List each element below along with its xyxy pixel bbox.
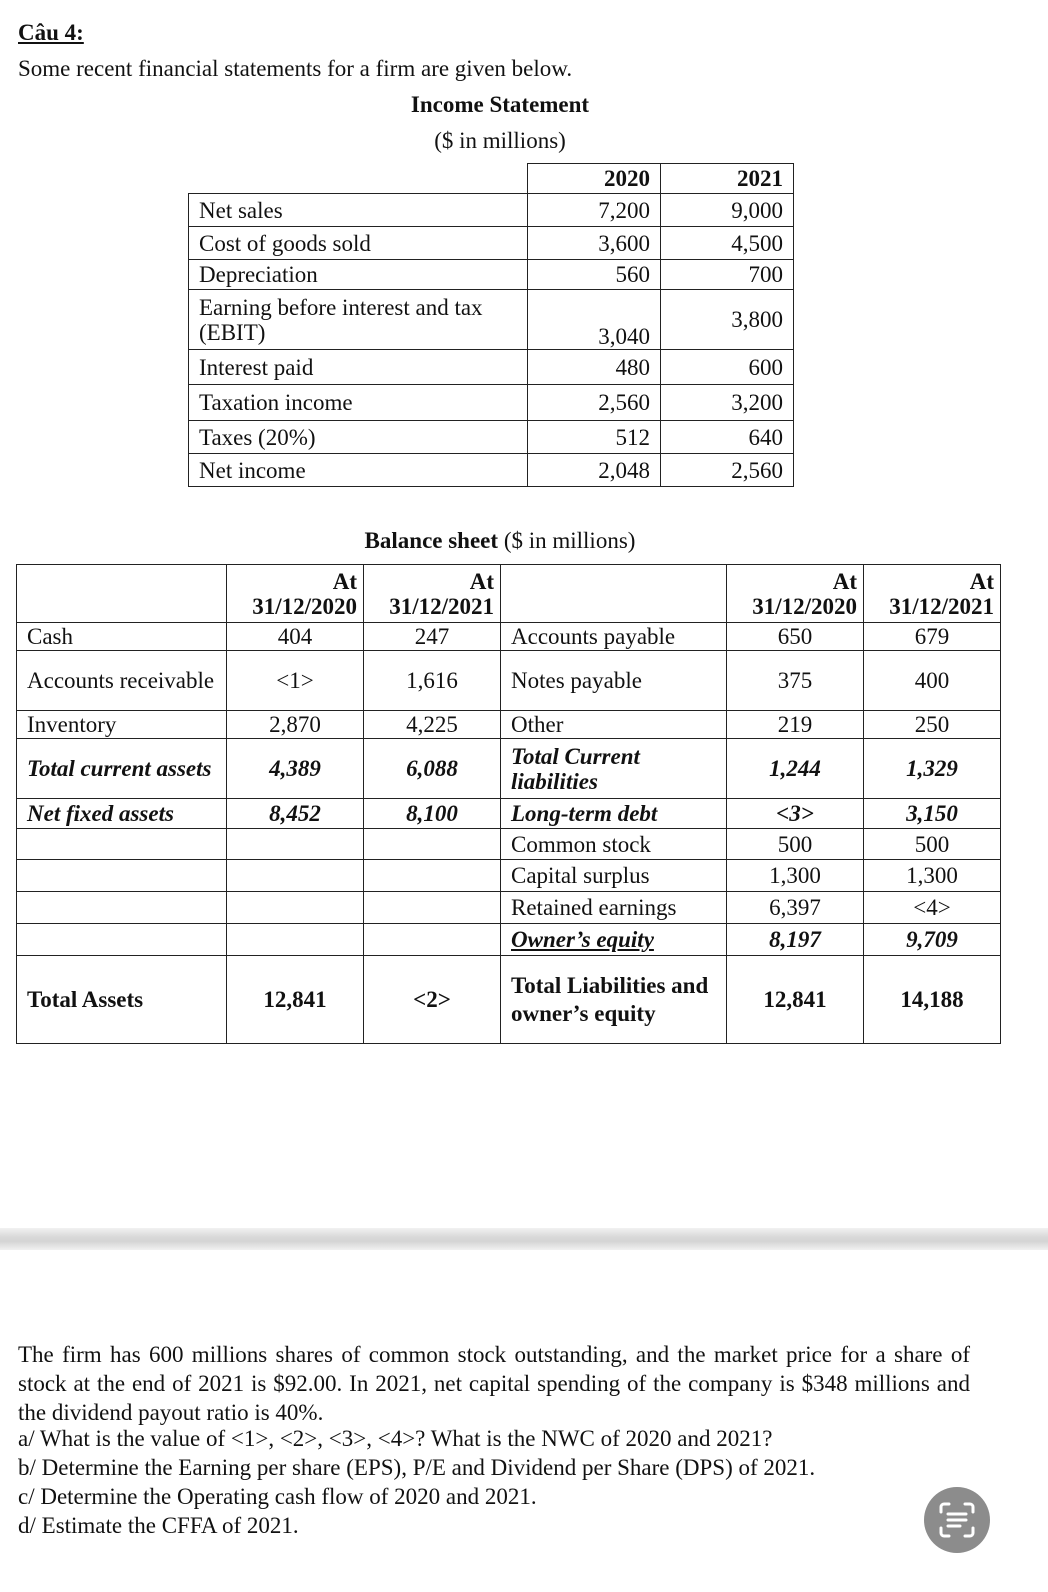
liability-2020: 1,300 — [727, 860, 864, 892]
value-2020: 480 — [528, 350, 661, 385]
at-label: At — [332, 568, 357, 594]
header-row — [17, 565, 1001, 623]
asset-label — [17, 892, 227, 924]
date-header-2021 — [864, 565, 1001, 623]
date-header-2020 — [727, 565, 864, 623]
liability-label: Total Liabilities and owner’s equity — [501, 956, 727, 1044]
at-label: At — [969, 568, 994, 594]
asset-2021 — [364, 892, 501, 924]
asset-label — [17, 829, 227, 860]
asset-label: Inventory — [17, 711, 227, 739]
year-header: 2020 — [528, 164, 661, 194]
liability-label: Other — [501, 711, 727, 739]
question-b: b/ Determine the Earning per share (EPS), P/E and Dividend per Share (DPS) of 2021. — [18, 1455, 816, 1480]
liability-2021: 14,188 — [864, 956, 1001, 1044]
question-d: d/ Estimate the CFFA of 2021. — [18, 1513, 299, 1538]
empty-header — [189, 164, 528, 194]
asset-2021: 247 — [364, 623, 501, 651]
liability-2020: 6,397 — [727, 892, 864, 924]
value-2020: 3,600 — [528, 227, 661, 260]
liability-2021: 400 — [864, 651, 1001, 711]
liability-label: Common stock — [501, 829, 727, 860]
liability-label: Retained earnings — [501, 892, 727, 924]
asset-label — [17, 860, 227, 892]
income-statement-title: Income Statement — [410, 92, 590, 117]
liability-label: Notes payable — [501, 651, 727, 711]
table-row — [189, 227, 794, 260]
asset-2021: 1,616 — [364, 651, 501, 711]
asset-2020: 2,870 — [227, 711, 364, 739]
balance-sheet-title-bold: Balance sheet — [364, 528, 499, 553]
liability-2020: <3> — [727, 799, 864, 829]
table-row — [17, 651, 1001, 711]
date-label: 31/12/2021 — [889, 593, 994, 619]
balance-sheet-title-unit: ($ in millions) — [503, 528, 636, 553]
question-title: Câu 4: — [18, 20, 84, 45]
row-label: Net sales — [189, 194, 528, 227]
liability-2020: 500 — [727, 829, 864, 860]
date-header-2021 — [364, 565, 501, 623]
table-row — [17, 623, 1001, 651]
question-a: a/ What is the value of <1>, <2>, <3>, <4>? What is the NWC of 2020 and 2021? — [18, 1426, 773, 1451]
liability-2021: 250 — [864, 711, 1001, 739]
date-label: 31/12/2020 — [752, 593, 857, 619]
asset-2021 — [364, 860, 501, 892]
liability-label: Owner’s equity — [501, 924, 727, 956]
row-label: Interest paid — [189, 350, 528, 385]
asset-label — [17, 924, 227, 956]
table-row — [189, 385, 794, 421]
value-2021: 3,200 — [661, 385, 794, 421]
asset-2021: 4,225 — [364, 711, 501, 739]
value-2020: 3,040 — [528, 290, 661, 350]
row-label: Depreciation — [189, 260, 528, 290]
liability-2020: 219 — [727, 711, 864, 739]
income-statement-table — [188, 163, 794, 487]
liability-2021: 1,329 — [864, 739, 1001, 799]
liability-2020: 650 — [727, 623, 864, 651]
date-label: 31/12/2020 — [252, 593, 357, 619]
table-row — [17, 799, 1001, 829]
empty-header — [501, 565, 727, 623]
table-row — [189, 421, 794, 454]
value-2021: 9,000 — [661, 194, 794, 227]
text-scan-button[interactable] — [924, 1487, 990, 1553]
at-label: At — [832, 568, 857, 594]
asset-2020 — [227, 860, 364, 892]
year-header: 2021 — [661, 164, 794, 194]
asset-label: Cash — [17, 623, 227, 651]
empty-header — [17, 565, 227, 623]
value-2021: 600 — [661, 350, 794, 385]
asset-2020 — [227, 892, 364, 924]
asset-label: Net fixed assets — [17, 799, 227, 829]
asset-label: Total current assets — [17, 739, 227, 799]
asset-2020 — [227, 924, 364, 956]
asset-2020: 4,389 — [227, 739, 364, 799]
liability-2020: 8,197 — [727, 924, 864, 956]
row-label: Taxes (20%) — [189, 421, 528, 454]
liability-2021: 9,709 — [864, 924, 1001, 956]
asset-2021: <2> — [364, 956, 501, 1044]
row-label: Net income — [189, 454, 528, 487]
liability-2020: 375 — [727, 651, 864, 711]
value-2020: 2,048 — [528, 454, 661, 487]
liability-label: Capital surplus — [501, 860, 727, 892]
asset-2020: 8,452 — [227, 799, 364, 829]
liability-2020: 1,244 — [727, 739, 864, 799]
table-row — [189, 350, 794, 385]
value-2021: 4,500 — [661, 227, 794, 260]
page-divider — [0, 1228, 1048, 1250]
liability-2021: 1,300 — [864, 860, 1001, 892]
value-2020: 560 — [528, 260, 661, 290]
asset-2020: <1> — [227, 651, 364, 711]
intro-text: Some recent financial statements for a firm are given below. — [18, 56, 573, 81]
liability-label: Total Current liabilities — [501, 739, 727, 799]
table-row — [17, 892, 1001, 924]
date-label: 31/12/2021 — [389, 593, 494, 619]
row-label: Taxation income — [189, 385, 528, 421]
value-2021: 3,800 — [661, 290, 794, 350]
income-statement-subtitle: ($ in millions) — [434, 128, 566, 153]
balance-sheet-table — [16, 564, 1001, 1044]
table-row — [17, 860, 1001, 892]
value-2021: 2,560 — [661, 454, 794, 487]
asset-label: Total Assets — [17, 956, 227, 1044]
asset-2020 — [227, 829, 364, 860]
liability-2021: <4> — [864, 892, 1001, 924]
table-row — [17, 711, 1001, 739]
table-row — [17, 739, 1001, 799]
value-2021: 640 — [661, 421, 794, 454]
liability-2021: 3,150 — [864, 799, 1001, 829]
date-header-2020 — [227, 565, 364, 623]
asset-2020: 404 — [227, 623, 364, 651]
table-row — [17, 829, 1001, 860]
question-c: c/ Determine the Operating cash flow of 2020 and 2021. — [18, 1484, 537, 1509]
value-2020: 2,560 — [528, 385, 661, 421]
liability-label: Long-term debt — [501, 799, 727, 829]
table-row — [189, 194, 794, 227]
table-row — [189, 260, 794, 290]
asset-label: Accounts receivable — [17, 651, 227, 711]
table-row — [189, 454, 794, 487]
at-label: At — [469, 568, 494, 594]
asset-2021: 8,100 — [364, 799, 501, 829]
value-2021: 700 — [661, 260, 794, 290]
table-row — [17, 924, 1001, 956]
balance-sheet-title — [0, 528, 1000, 554]
row-label: Earning before interest and tax (EBIT) — [189, 290, 528, 350]
asset-2021 — [364, 829, 501, 860]
asset-2021 — [364, 924, 501, 956]
row-label: Cost of goods sold — [189, 227, 528, 260]
asset-2021: 6,088 — [364, 739, 501, 799]
text-scan-icon — [937, 1500, 977, 1540]
problem-paragraph: The firm has 600 millions shares of common stock outstanding, and the market price for a share of stock at the end of 2021 is $92.00. In 2021, net capital spending of the company is $348 millions and the dividend payout ratio is 40%. — [18, 1342, 970, 1425]
table-row — [17, 956, 1001, 1044]
table-row — [189, 290, 794, 350]
liability-2021: 679 — [864, 623, 1001, 651]
liability-2020: 12,841 — [727, 956, 864, 1044]
liability-label: Accounts payable — [501, 623, 727, 651]
liability-2021: 500 — [864, 829, 1001, 860]
value-2020: 512 — [528, 421, 661, 454]
asset-2020: 12,841 — [227, 956, 364, 1044]
value-2020: 7,200 — [528, 194, 661, 227]
